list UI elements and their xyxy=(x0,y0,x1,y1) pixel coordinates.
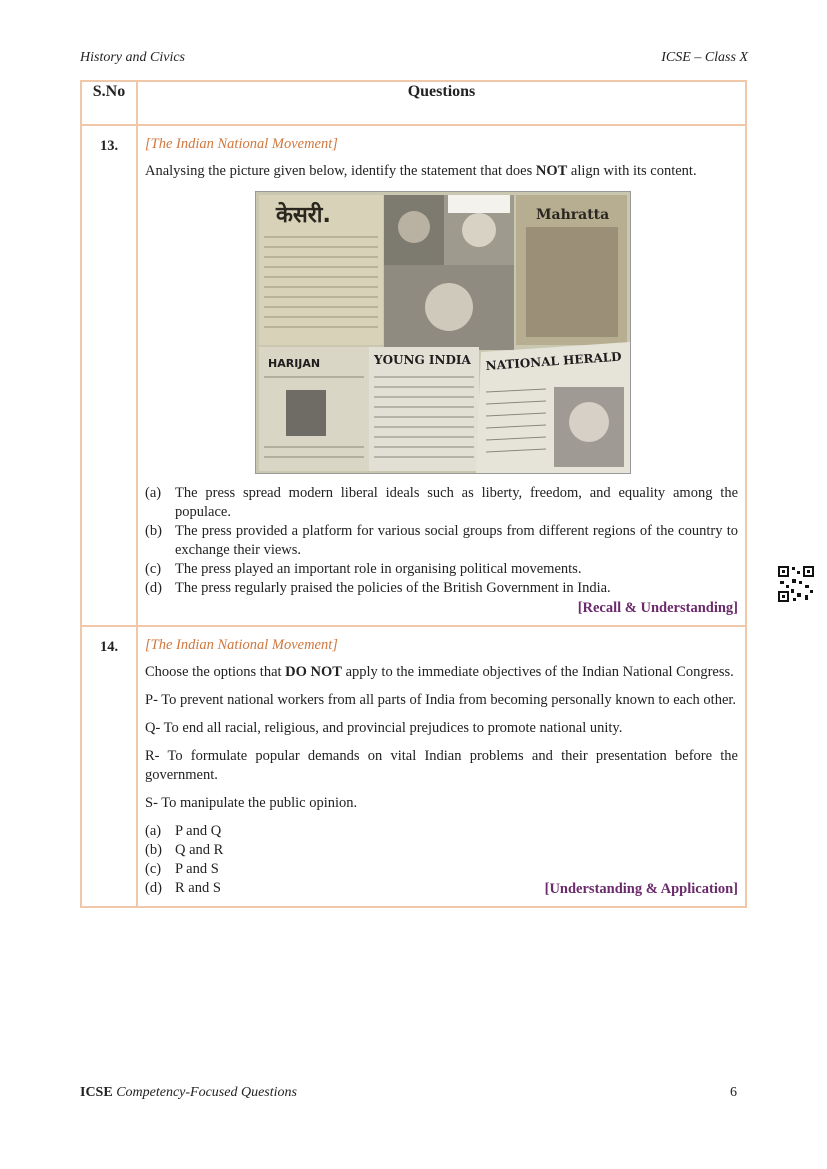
footer-subtitle: Competency-Focused Questions xyxy=(116,1085,297,1100)
option-text: P and S xyxy=(175,861,219,877)
stem-emphasis: DO NOT xyxy=(285,664,342,680)
table-header-row xyxy=(81,81,746,125)
options-list-13 xyxy=(145,484,738,598)
question-body xyxy=(137,125,746,626)
header-subject: History and Civics xyxy=(80,50,185,65)
stem-text: Analysing the picture given below, identify the statement that does xyxy=(145,163,536,179)
option-c[interactable] xyxy=(145,860,738,879)
question-stem xyxy=(145,663,738,682)
footer-brand: ICSE xyxy=(80,1085,113,1100)
option-label: (b) xyxy=(145,523,162,539)
header-class: ICSE – Class X xyxy=(661,50,748,65)
option-c[interactable] xyxy=(145,560,738,579)
option-a[interactable] xyxy=(145,822,738,841)
newspaper-collage-image xyxy=(255,191,631,474)
skill-tag: [Understanding & Application] xyxy=(544,881,738,897)
option-label: (c) xyxy=(145,861,162,877)
option-text: P and Q xyxy=(175,823,222,839)
option-label: (d) xyxy=(145,880,162,896)
options-list-14 xyxy=(145,822,738,898)
option-b[interactable] xyxy=(145,841,738,860)
page-number: 6 xyxy=(730,1085,737,1100)
harijan-masthead: HARIJAN xyxy=(268,357,321,370)
option-b[interactable] xyxy=(145,522,738,560)
questions-table xyxy=(80,80,747,908)
question-body xyxy=(137,626,746,907)
option-label: (d) xyxy=(145,580,162,596)
option-label: (a) xyxy=(145,823,162,839)
option-label: (a) xyxy=(145,485,162,501)
stem-text-end: apply to the immediate objectives of the Indian National Congress. xyxy=(341,664,734,680)
statement-q: Q- To end all racial, religious, and provincial prejudices to promote national unity. xyxy=(145,720,623,736)
question-topic: [The Indian National Movement] xyxy=(145,136,338,152)
stem-emphasis: NOT xyxy=(535,163,568,179)
collage-graphic xyxy=(256,192,630,473)
col-sno-header: S.No xyxy=(81,81,137,125)
skill-tag: [Recall & Understanding] xyxy=(577,600,738,616)
national-herald-masthead: NATIONAL HERALD xyxy=(485,349,623,373)
question-row-14 xyxy=(81,626,746,907)
option-text: The press provided a platform for various social groups from different regions of the country to exchange their views. xyxy=(175,523,738,558)
option-label: (b) xyxy=(145,842,162,858)
statement-r: R- To formulate popular demands on vital Indian problems and their presentation before the government. xyxy=(145,748,738,783)
option-text: R and S xyxy=(175,880,221,896)
stem-text-end: align with its content. xyxy=(567,163,697,179)
option-d[interactable] xyxy=(145,879,221,898)
col-questions-header: Questions xyxy=(137,81,746,125)
last-option-row xyxy=(145,879,738,898)
footer-title xyxy=(80,1085,297,1101)
statement-s: S- To manipulate the public opinion. xyxy=(145,795,358,811)
question-number: 14. xyxy=(81,626,137,907)
option-text: Q and R xyxy=(175,842,224,858)
option-a[interactable] xyxy=(145,484,738,522)
kesari-masthead: केसरी. xyxy=(276,203,331,228)
stem-text: Choose the options that xyxy=(145,664,286,680)
option-label: (c) xyxy=(145,561,162,577)
mahratta-masthead: Mahratta xyxy=(536,207,610,223)
question-number: 13. xyxy=(81,125,137,626)
question-stem xyxy=(145,162,738,181)
statement-p: P- To prevent national workers from all parts of India from becoming personally known to each other. xyxy=(145,692,737,708)
option-text: The press played an important role in organising political movements. xyxy=(175,561,582,577)
option-d[interactable] xyxy=(145,579,738,598)
question-topic: [The Indian National Movement] xyxy=(145,637,338,653)
option-text: The press regularly praised the policies of the British Government in India. xyxy=(175,580,611,596)
qr-code-icon xyxy=(777,565,815,603)
option-text: The press spread modern liberal ideals such as liberty, freedom, and equality among the populace. xyxy=(175,485,738,520)
young-india-masthead: YOUNG INDIA xyxy=(374,353,471,367)
question-row-13 xyxy=(81,125,746,626)
